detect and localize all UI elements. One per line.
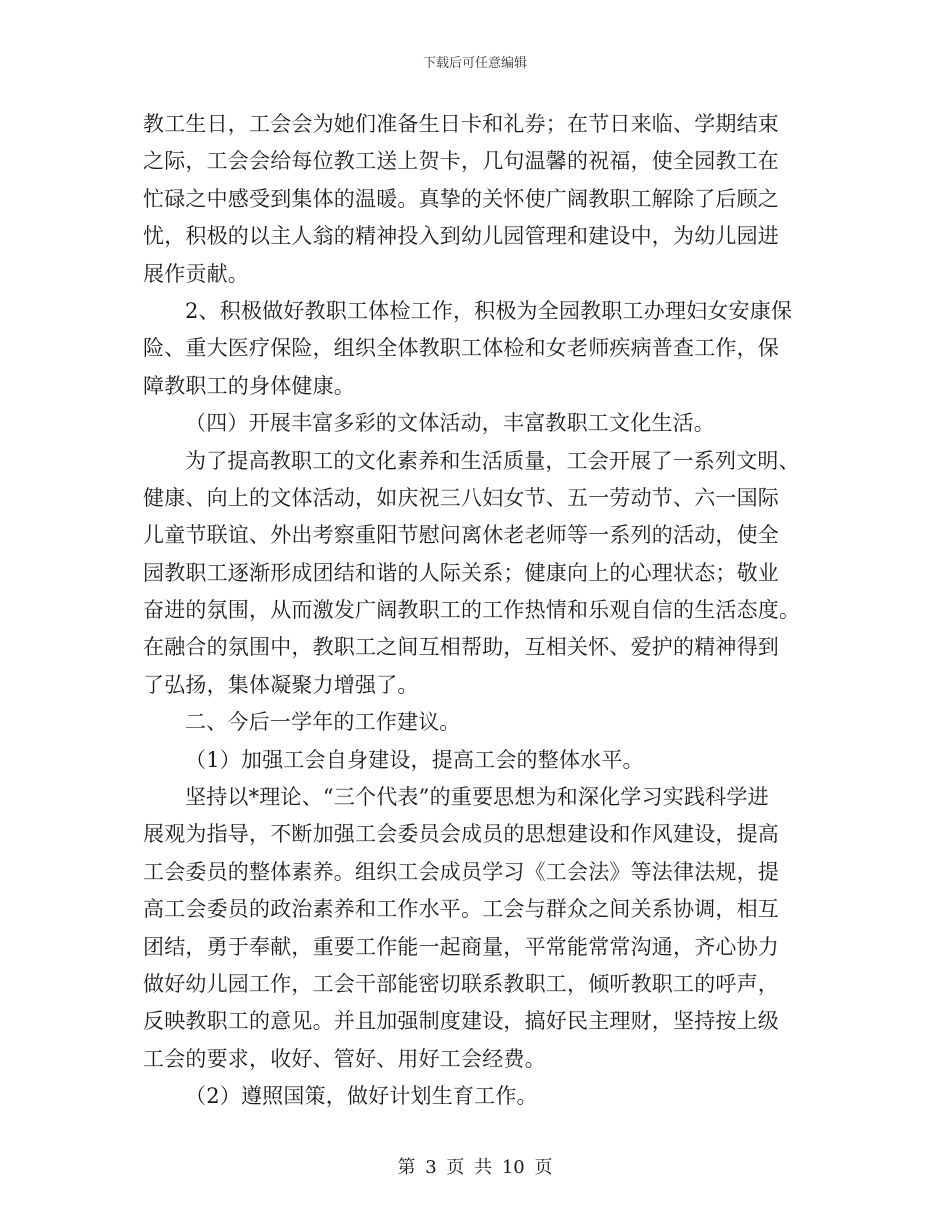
section-heading: 二、今后一学年的工作建议。 — [185, 710, 461, 735]
text-line: 工会的要求，收好、管好、用好工会经费。 — [143, 1046, 546, 1071]
text-line: 忙碌之中感受到集体的温暖。真挚的关怀使广阔教职工解除了后顾之 — [143, 186, 779, 211]
text-line: 展观为指导，不断加强工会委员会成员的思想建设和作风建设，提高 — [143, 822, 779, 847]
text-line: 高工会委员的政治素养和工作水平。工会与群众之间关系协调，相互 — [143, 897, 779, 922]
text-line: 反映教职工的意见。并且加强制度建设，搞好民主理财，坚持按上级 — [143, 1009, 779, 1034]
section-heading: （2）遵照国策，做好计划生育工作。 — [185, 1084, 538, 1109]
text-line: 2、积极做好教职工体检工作，积极为全园教职工办理妇女安康保 — [185, 298, 793, 323]
text-line: 儿童节联谊、外出考察重阳节慰问离休老老师等一系列的活动，使全 — [143, 523, 779, 548]
text-line: 忧，积极的以主人翁的精神投入到幼儿园管理和建设中，为幼儿园进 — [143, 224, 779, 249]
text-line: 园教职工逐渐形成团结和谐的人际关系；健康向上的心理状态；敬业 — [143, 560, 779, 585]
document-body — [143, 106, 808, 1116]
text-line: 团结，勇于奉献，重要工作能一起商量，平常能常常沟通，齐心协力 — [143, 934, 779, 959]
text-line: 展作贡献。 — [143, 261, 249, 286]
section-heading: （四）开展丰富多彩的文体活动，丰富教职工文化生活。 — [185, 411, 715, 436]
text-line: 障教职工的身体健康。 — [143, 373, 355, 398]
text-line: 工会委员的整体素养。组织工会成员学习《工会法》等法律法规，提 — [143, 859, 779, 884]
text-line: 在融合的氛围中，教职工之间互相帮助，互相关怀、爱护的精神得到 — [143, 635, 779, 660]
text-line: 之际，工会会给每位教工送上贺卡，几句温馨的祝福，使全园教工在 — [143, 149, 779, 174]
text-line: 教工生日，工会会为她们准备生日卡和礼券；在节日来临、学期结束 — [143, 112, 779, 136]
text-line: 健康、向上的文体活动，如庆祝三八妇女节、五一劳动节、六一国际 — [143, 485, 779, 510]
text-line: 做好幼儿园工作，工会干部能密切联系教职工，倾听教职工的呼声， — [143, 971, 779, 996]
text-line: 坚持以*理论、“三个代表”的重要思想为和深化学习实践科学进 — [185, 785, 769, 810]
text-line: 奋进的氛围，从而激发广阔教职工的工作热情和乐观自信的生活态度。 — [143, 598, 801, 623]
page-header: 下载后可任意编辑 — [422, 56, 527, 71]
page-footer: 第 3 页 共 10 页 — [397, 1157, 553, 1178]
section-heading: （1）加强工会自身建设，提高工会的整体水平。 — [185, 747, 644, 772]
text-line: 为了提高教职工的文化素养和生活质量，工会开展了一系列文明、 — [185, 448, 800, 473]
text-line: 了弘扬，集体凝聚力增强了。 — [143, 672, 419, 697]
text-line: 险、重大医疗保险，组织全体教职工体检和女老师疾病普查工作，保 — [143, 336, 779, 361]
